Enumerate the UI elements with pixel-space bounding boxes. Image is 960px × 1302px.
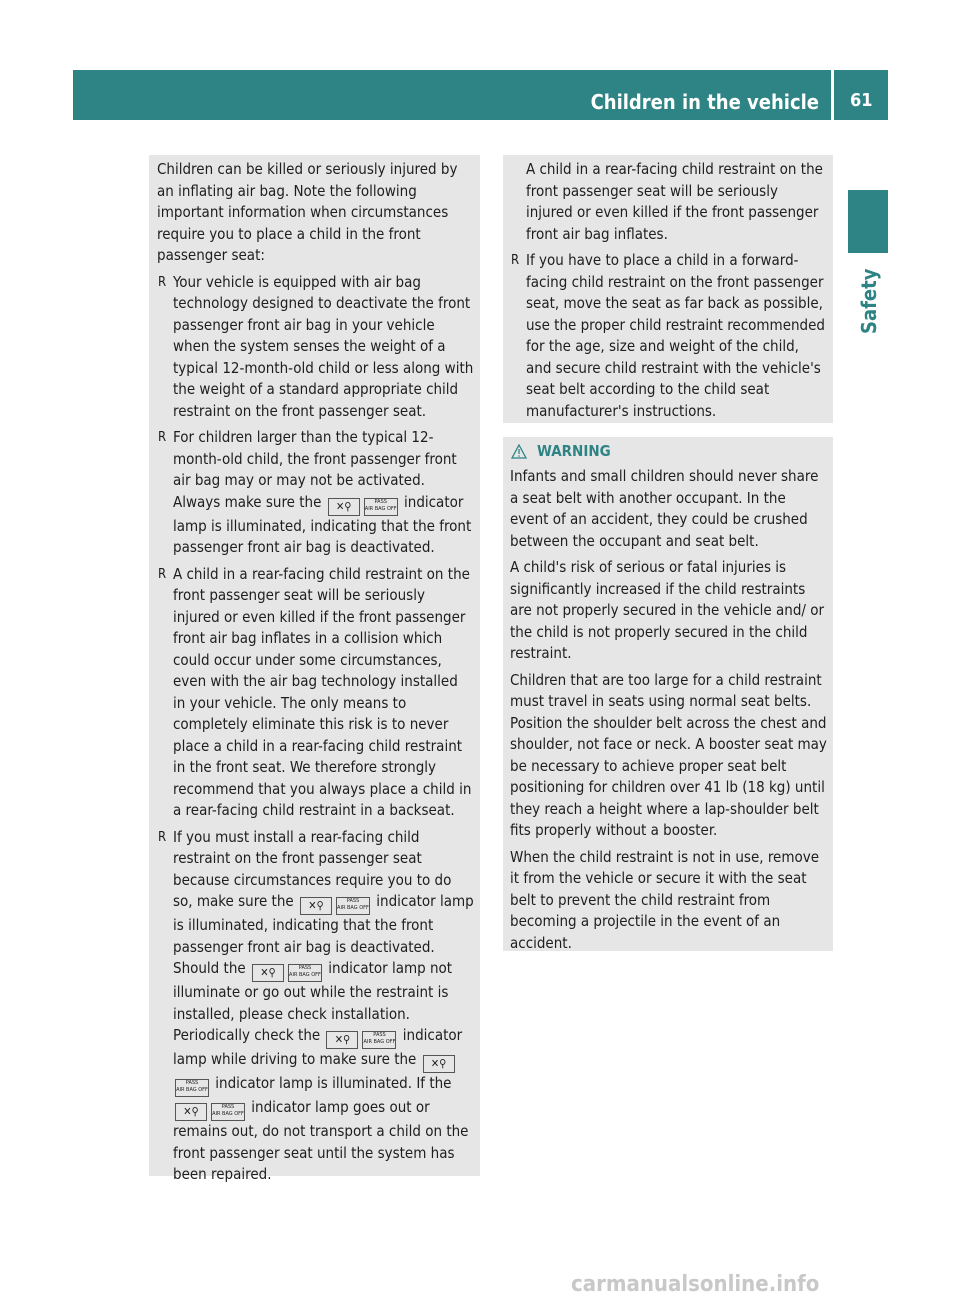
warning-triangle-icon: [511, 444, 527, 459]
bullet-text: indicator lamp is illuminated, indicating that the front passenger front air bag is deactivated.: [173, 492, 472, 556]
bullet-rear-facing-install: [157, 827, 474, 1186]
bullet-text: indicator lamp is illuminated. If the: [215, 1074, 452, 1092]
warning-paragraph-4: When the child restraint is not in use, remove it from the vehicle or secure it with the seat belt to prevent the child restraint from becoming a projectile in the event of an accident.: [510, 847, 820, 952]
pass-air-bag-off-indicator-icon: PASS AIR BAG OFF: [364, 498, 398, 516]
warning-paragraph-1: Infants and small children should never share a seat belt with another occupant. In the event of an accident, they could be crushed between the occupant and seat belt.: [510, 467, 819, 550]
child-seat-indicator-icon: ✕⚲: [252, 964, 284, 982]
warning-header: [511, 442, 833, 460]
page-number: 61: [850, 90, 873, 111]
child-seat-indicator-icon: ✕⚲: [175, 1103, 207, 1121]
child-seat-indicator-icon: ✕⚲: [326, 1031, 358, 1049]
bullet-larger-children: [157, 427, 474, 559]
bullet-air-bag-technology: R Your vehicle is equipped with air bag technology designed to deactivate the front passenger front air bag in your vehicle when the system senses the weight of a typical 12-month-old child or less along with the weight of a standard appropriate child restraint on the front passenger seat.: [157, 272, 474, 423]
intro-paragraph: Children can be killed or seriously injured by an inflating air bag. Note the following important information when circumstances require you to place a child in the front passenger seat:: [157, 160, 458, 264]
warning-title: WARNING: [537, 442, 611, 460]
header-bar: [73, 70, 831, 120]
side-tab: [848, 190, 888, 253]
pass-air-bag-off-indicator-icon: PASS AIR BAG OFF: [211, 1103, 245, 1121]
pass-air-bag-off-indicator-icon: PASS AIR BAG OFF: [336, 897, 370, 915]
rear-facing-continuation-box: [503, 155, 833, 423]
section-title: Children in the vehicle: [590, 90, 819, 114]
pass-air-bag-off-indicator-icon: PASS AIR BAG OFF: [288, 964, 322, 982]
bullet-text: indicator lamp is illuminated, indicating that the front passenger front air bag is deactivated. Should the: [173, 892, 474, 977]
pass-air-bag-off-indicator-icon: PASS AIR BAG OFF: [362, 1031, 396, 1049]
warning-box: [503, 437, 833, 951]
footer-watermark: carmanualsonline.info: [571, 1272, 820, 1297]
page-number-box: [834, 70, 888, 120]
side-tab-label: Safety: [857, 268, 881, 334]
child-seat-indicator-icon: ✕⚲: [423, 1055, 455, 1073]
warning-paragraph-2: A child's risk of serious or fatal injuries is significantly increased if the child restraints are not properly secured in the vehicle and/ or the child is not properly secured in the child restraint.: [510, 558, 825, 662]
continuation-paragraph: A child in a rear-facing child restraint on the front passenger seat will be seriously injured or even killed if the front passenger front air bag inflates.: [526, 160, 823, 243]
bullet-text: indicator lamp goes out or remains out, do not transport a child on the front passenger seat until the system has been repaired.: [173, 1098, 469, 1183]
pass-air-bag-off-indicator-icon: PASS AIR BAG OFF: [175, 1079, 209, 1097]
child-seat-info-box: [149, 155, 480, 1183]
bullet-text: indicator lamp while driving to make sure the: [173, 1026, 463, 1068]
child-seat-indicator-icon: ✕⚲: [300, 897, 332, 915]
bullet-forward-facing: R If you have to place a child in a forward-facing child restraint on the front passenger seat, move the seat as far back as possible, use the proper child restraint recommended for the age, size and weight of the child, and secure child restraint with the vehicle's seat belt according to the child seat manufacturer's instructions.: [510, 250, 827, 422]
child-seat-indicator-icon: ✕⚲: [328, 498, 360, 516]
bullet-text: indicator lamp not illuminate or go out while the restraint is installed, please check installation. Periodically check the: [173, 959, 453, 1044]
bullet-text: For children larger than the typical 12-month-old child, the front passenger front air bag may or may not be activated. Always make sure the: [173, 428, 457, 511]
bullet-rear-facing-risk: R A child in a rear-facing child restraint on the front passenger seat will be seriously injured or even killed if the front passenger front air bag inflates in a collision which could occur under some circumstances, even with the air bag technology installed in your vehicle. The only means to completely eliminate this risk is to never place a child in a rear-facing child restraint in the front seat. We therefore strongly recommend that you always place a child in a rear-facing child restraint in a backseat.: [157, 564, 474, 822]
side-tab-label-wrap: [848, 258, 888, 348]
warning-paragraph-3: Children that are too large for a child restraint must travel in seats using normal seat belts. Position the shoulder belt across the chest and shoulder, not face or neck. A booster seat may be necessary to achieve proper seat belt positioning for children over 41 lb (18 kg) until they reach a height where a lap-shoulder belt fits properly without a booster.: [510, 670, 827, 839]
bullet-text: If you must install a rear-facing child restraint on the front passenger seat because circumstances require you to do so, make sure the: [173, 827, 452, 910]
